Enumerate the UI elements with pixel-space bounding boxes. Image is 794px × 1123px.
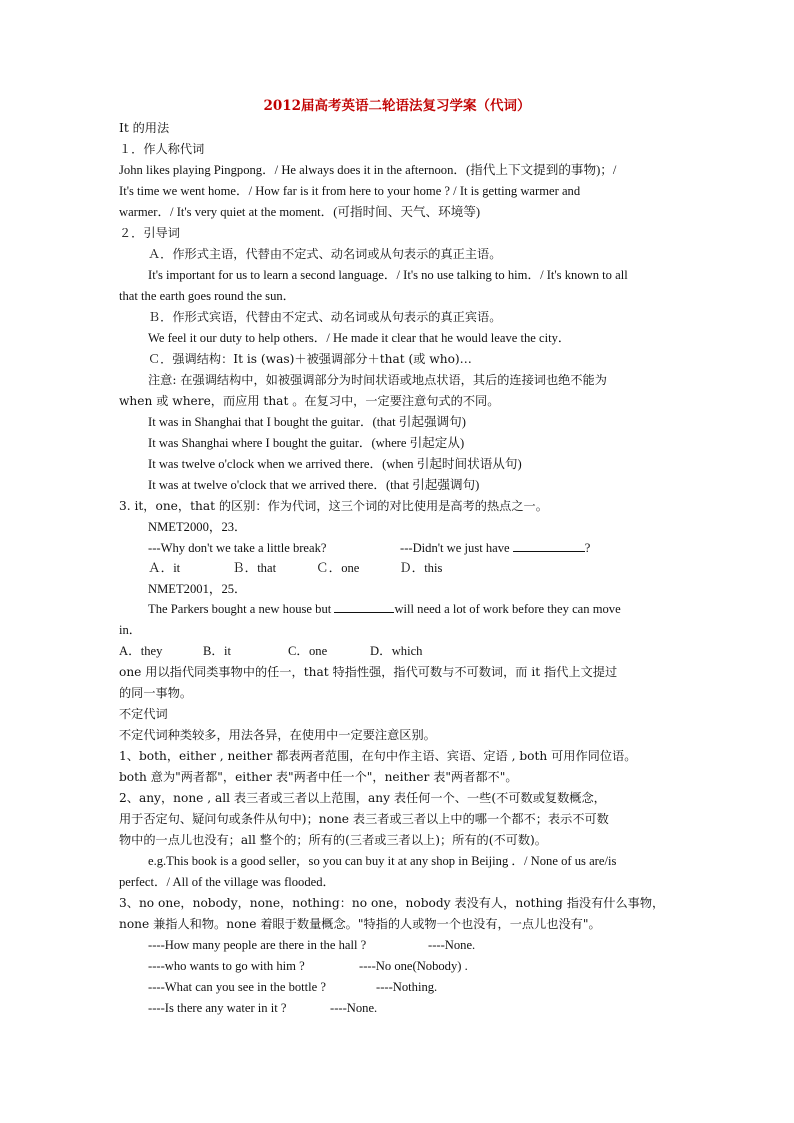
option-c: C．one [288,644,328,658]
example-line: John likes playing Pingpong．/ He always does it in the afternoon．(指代上下文提到的事物)；/ [119,163,617,177]
dialogue-answer: ----None. [428,938,476,952]
example-line: It was at twelve o'clock that we arrived there．(that 引起强调句) [148,478,480,492]
paragraph-line: 不定代词种类较多，用法各异，在使用中一定要注意区别。 [119,728,436,742]
question-prompt-start: The Parkers bought a new house but [148,602,332,616]
rule-line: Ｃ．强调结构：It is (was)＋被强调部分＋that (或 who)… [148,352,472,366]
paragraph-line: 用于否定句、疑问句或条件从句中)；none 表三者或三者以上中的哪一个都不；表示不可数 [119,812,609,826]
paragraph-line: none 兼指人和物。none 着眼于数量概念。"特指的人或物一个也没有，一点儿也没有"。 [119,917,601,931]
example-line: warmer．/ It's very quiet at the moment．(可指时间、天气、环境等) [119,205,481,219]
note-line: 注意: 在强调结构中，如被强调部分为时间状语或地点状语，其后的连接词也绝不能为 [148,373,607,387]
dialogue-answer: ----No one(Nobody) . [359,959,468,973]
example-line: It was Shanghai where I bought the guitar．(where 引起定从) [148,436,465,450]
paragraph-line: 2、any，none , all 表三者或三者以上范围，any 表任何一个、一些(不可数或复数概念， [119,791,606,805]
option-c: Ｃ．one [316,561,360,575]
rule-line: Ｂ．作形式宾语，代替由不定式、动名词或从句表示的真正宾语。 [148,310,502,324]
example-line: It's time we went home．/ How far is it from here to your home ? / It is getting warmer and [119,184,581,198]
paragraph-line: both 意为"两者都"，either 表"两者中任一个"，neither 表"两者都不"。 [119,770,518,784]
option-d: Ｄ．this [399,561,443,575]
dialogue-answer: ----None. [330,1001,378,1015]
question-mark: ? [584,541,591,555]
section-heading-it-one-that: 3. it，one，that 的区别：作为代词，这三个词的对比使用是高考的热点之一。 [119,499,548,513]
subsection-heading-personal-pronoun: １．作人称代词 [119,142,205,156]
option-b: Ｂ．that [232,561,277,575]
option-b: B．it [203,644,231,658]
document-title: 2012届高考英语二轮语法复习学案（代词） [263,98,531,114]
dialogue-answer: ----Nothing. [376,980,438,994]
option-d: D．which [370,644,423,658]
section-heading-indefinite-pronouns: 不定代词 [119,707,168,721]
question-prompt: ---Why don't we take a little break? [148,541,327,555]
question-prompt-continuation: in． [119,623,142,637]
example-line: It was in Shanghai that I bought the guitar．(that 引起强调句) [148,415,466,429]
exam-source: NMET2001，25． [148,582,247,596]
paragraph-line: 物中的一点儿也没有；all 整个的；所有的(三者或三者以上)；所有的(不可数)。 [119,833,547,847]
example-line: e.g.This book is a good seller，so you can buy it at any shop in Beijing ．/ None of us are/is [148,854,617,868]
example-line: perfect．/ All of the village was flooded． [119,875,336,889]
question-prompt [148,600,621,618]
answer-blank [334,600,394,613]
dialogue-question: ----What can you see in the bottle ? [148,980,326,994]
paragraph-line: 1、both，either , neither 都表两者范围，在句中作主语、宾语、定语 , both 可用作同位语。 [119,749,637,763]
example-line: We feel it our duty to help others．/ He made it clear that he would leave the city． [148,331,571,345]
question-prompt-end: will need a lot of work before they can move [394,602,621,616]
note-line: when 或 where，而应用 that 。在复习中，一定要注意句式的不同。 [119,394,500,408]
dialogue-question: ----How many people are there in the hall ? [148,938,367,952]
example-line: that the earth goes round the sun． [119,289,296,303]
dialogue-question: ----who wants to go with him ? [148,959,305,973]
example-line: It was twelve o'clock when we arrived there．(when 引起时间状语从句) [148,457,522,471]
explanation-line: one 用以指代同类事物中的任一，that 特指性强，指代可数与不可数词，而 it 指代上文提过 [119,665,618,679]
paragraph-line: 3、no one，nobody，none，nothing：no one，nobody 表没有人，nothing 指没有什么事物， [119,896,665,910]
option-a: Ａ．it [148,561,181,575]
section-heading-it-usage: It 的用法 [119,121,170,135]
explanation-line: 的同一事物。 [119,686,193,700]
option-a: A．they [119,644,163,658]
question-reply-text: ---Didn't we just have [400,541,510,555]
question-reply [400,539,590,557]
answer-blank [513,539,585,552]
example-line: It's important for us to learn a second language．/ It's no use talking to him．/ It's known to all [148,268,628,282]
dialogue-question: ----Is there any water in it ? [148,1001,287,1015]
exam-source: NMET2000，23． [148,520,247,534]
rule-line: Ａ．作形式主语，代替由不定式、动名词或从句表示的真正主语。 [148,247,502,261]
subsection-heading-introductory-it: ２．引导词 [119,226,180,240]
